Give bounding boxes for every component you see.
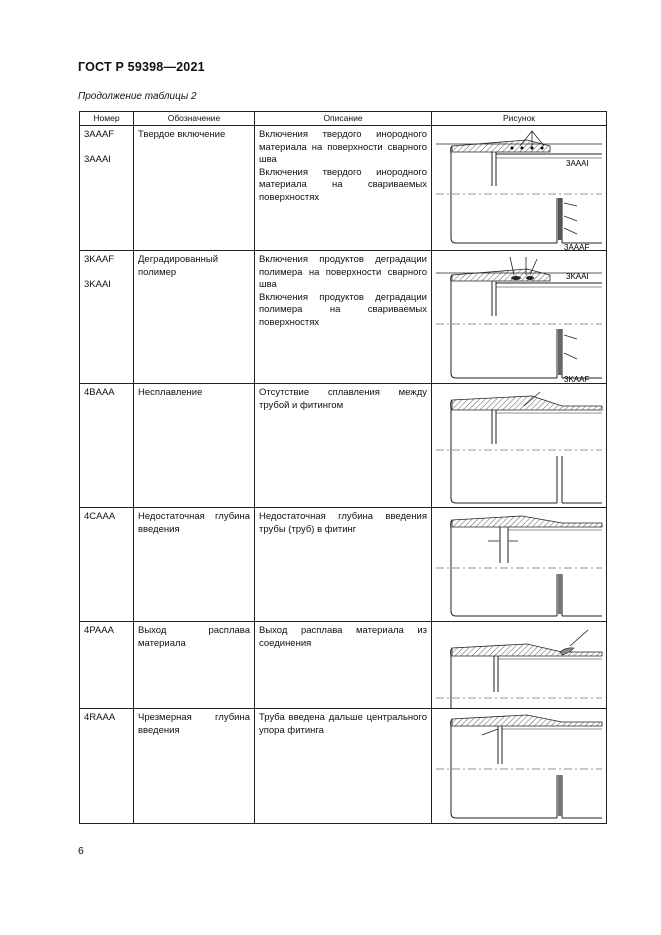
defect-description: Недостаточная глубина введения трубы (труб) в фитинг	[259, 511, 427, 535]
col-header-number: Номер	[80, 112, 134, 126]
defect-description: Труба введена дальше центрального упора фитинга	[259, 712, 427, 736]
defect-code: 3AAAI	[84, 153, 111, 165]
figure-lack-of-fusion	[432, 384, 606, 507]
figure-melt-exudation	[432, 622, 606, 708]
col-header-figure: Рисунок	[432, 112, 607, 126]
table-row	[80, 126, 607, 251]
defect-designation: Чрезмерная глубина введения	[138, 712, 250, 736]
table-caption: Продолжение таблицы 2	[78, 91, 197, 102]
defect-designation: Несплавление	[138, 387, 203, 398]
defect-code: 4BAAA	[84, 387, 115, 398]
figure-excessive-insertion	[432, 709, 606, 823]
col-header-designation: Обозначение	[134, 112, 255, 126]
page-number: 6	[78, 845, 84, 857]
defect-code: 3AAAF	[84, 129, 115, 140]
defect-code: 3KAAI	[84, 278, 111, 290]
defects-table	[79, 111, 607, 824]
defect-code: 4CAAA	[84, 511, 116, 522]
table-row	[80, 622, 607, 709]
figure-degraded-polymer	[432, 251, 606, 383]
figure-label: 3KAAF	[564, 375, 590, 383]
defect-code: 4RAAA	[84, 712, 116, 723]
document-title: ГОСТ Р 59398—2021	[78, 60, 205, 74]
table-row	[80, 251, 607, 384]
defect-designation: Недостаточная глубина введения	[138, 511, 250, 535]
defect-designation: Выход расплава материала	[138, 625, 250, 649]
table-row	[80, 508, 607, 622]
defect-code: 4PAAA	[84, 625, 114, 636]
defect-designation: Деградированный полимер	[138, 254, 219, 278]
figure-insufficient-insertion	[432, 508, 606, 621]
table-row	[80, 384, 607, 508]
defect-description: Включения твердого инородного материала на свариваемых поверхностях	[259, 166, 427, 203]
figure-label: 3KAAI	[566, 272, 589, 281]
figure-label: 3AAAI	[566, 159, 589, 168]
defect-code: 3KAAF	[84, 254, 115, 265]
figure-label: 3AAAF	[564, 243, 590, 250]
defect-description: Включения продуктов деградации полимера на поверхности сварного шва	[259, 254, 427, 291]
defect-description: Выход расплава материала из соединения	[259, 625, 427, 649]
defect-description: Включения твердого инородного материала на поверхности сварного шва	[259, 129, 427, 166]
table-header-row	[80, 112, 607, 126]
defect-description: Отсутствие сплавления между трубой и фитингом	[259, 387, 427, 411]
figure-solid-inclusion	[432, 126, 606, 250]
col-header-description: Описание	[255, 112, 432, 126]
defect-designation: Твердое включение	[138, 129, 226, 140]
defect-description: Включения продуктов деградации полимера на свариваемых поверхностях	[259, 291, 427, 328]
table-row	[80, 709, 607, 824]
